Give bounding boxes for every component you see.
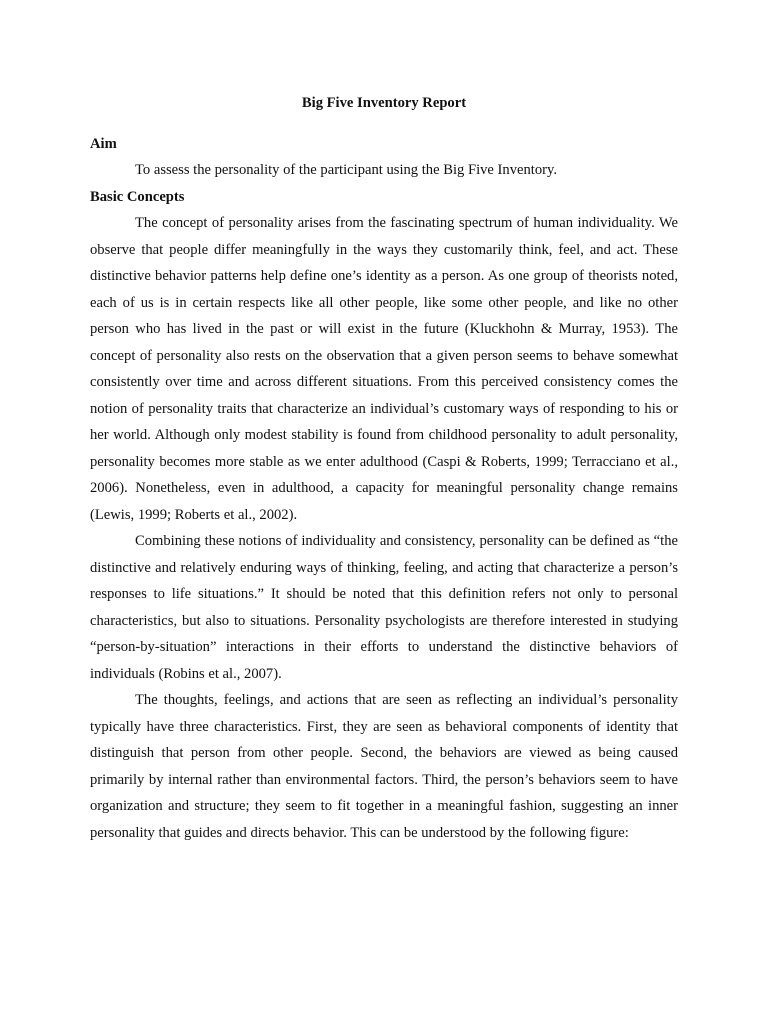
basic-concepts-paragraph-3: The thoughts, feelings, and actions that are seen as reflecting an individual’s personality typically have three characteristics. First, they are seen as behavioral components of identity that distinguish that person from other people. Second, the behaviors are viewed as being caused primarily by internal rather than environmental factors. Third, the person’s behaviors seem to have organization and structure; they seem to fit together in a meaningful fashion, suggesting an inner personality that guides and directs behavior. This can be understood by the following figure: [90,692,678,841]
aim-paragraph: To assess the personality of the participant using the Big Five Inventory. [135,162,557,178]
document-body [90,90,678,846]
basic-concepts-paragraph-2: Combining these notions of individuality and consistency, personality can be defined as “the distinctive and relatively enduring ways of thinking, feeling, and acting that characterize a person’s responses to life situations.” It should be noted that this definition refers not only to personal characteristics, but also to situations. Personality psychologists are therefore interested in studying “person-by-situation” interactions in their efforts to understand the distinctive behaviors of individuals (Robins et al., 2007). [90,533,678,682]
section-heading-aim: Aim [90,135,117,152]
section-heading-basic-concepts: Basic Concepts [90,188,185,205]
document-title: Big Five Inventory Report [301,95,467,111]
basic-concepts-paragraph-1: The concept of personality arises from the fascinating spectrum of human individuality. We observe that people differ meaningfully in the ways they customarily think, feel, and act. These distinctive behavior patterns help define one’s identity as a person. As one group of theorists noted, each of us is in certain respects like all other people, like some other people, and like no other person who has lived in the past or will exist in the future (Kluckhohn & Murray, 1953). The concept of personality also rests on the observation that a given person seems to behave somewhat consistently over time and across different situations. From this perceived consistency comes the notion of personality traits that characterize an individual’s customary ways of responding to his or her world. Although only modest stability is found from childhood personality to adult personality, personality becomes more stable as we enter adulthood (Caspi & Roberts, 1999; Terracciano et al., 2006). Nonetheless, even in adulthood, a capacity for meaningful personality change remains (Lewis, 1999; Roberts et al., 2002). [90,215,678,523]
